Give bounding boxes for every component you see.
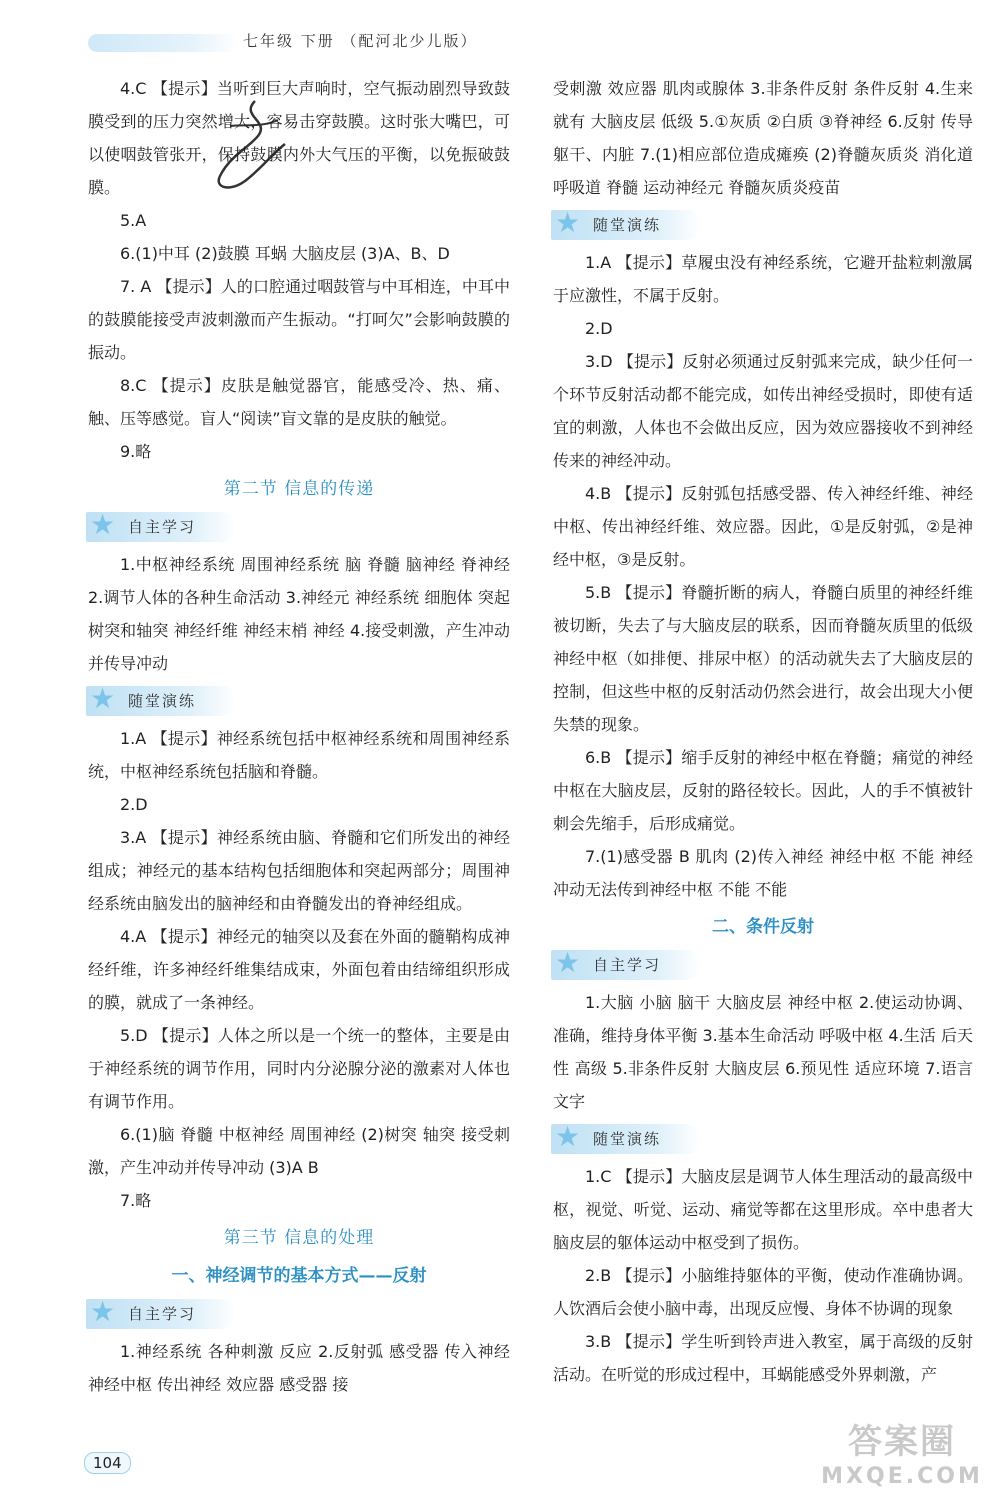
answer-item: 5.D 【提示】人体之所以是一个统一的整体，主要是由于神经系统的调节作用，同时内分泌腺分泌的激素对人体也有调节作用。 — [88, 1026, 510, 1111]
answer-item: 1.A 【提示】神经系统包括中枢神经系统和周围神经系统，中枢神经系统包括脑和脊髓。 — [88, 729, 510, 781]
watermark-logo — [812, 1420, 992, 1500]
answer-item: 3.A 【提示】神经系统由脑、脊髓和它们所发出的神经组成；神经元的基本结构包括细胞体和突起两部分；周围神经系统由脑发出的脑神经和由脊髓发出的脊神经组成。 — [88, 828, 510, 913]
star-icon: ★ — [555, 206, 581, 239]
answer-item: 6.(1)脑 脊髓 中枢神经 周围神经 (2)树突 轴突 接受刺激，产生冲动并传导冲动 (3)A B — [88, 1125, 510, 1177]
section-banner — [551, 1120, 701, 1154]
right-column — [553, 72, 973, 1391]
answer-item: 7.(1)感受器 B 肌肉 (2)传入神经 神经中枢 不能 神经冲动无法传到神经中枢 不能 不能 — [553, 847, 973, 899]
left-column — [88, 72, 510, 1401]
answer-item: 2.D — [585, 319, 613, 338]
answer-item: 9.略 — [120, 442, 152, 461]
star-icon: ★ — [555, 946, 581, 979]
subsection-title: 二、条件反射 — [712, 917, 814, 937]
answer-item: 5.B 【提示】脊髓折断的病人，脊髓白质里的神经纤维被切断，失去了与大脑皮层的联系，因而脊髓灰质里的低级神经中枢（如排便、排尿中枢）的活动就失去了大脑皮层的控制，但这些中枢的反射活动仍然会进行，故会出现大小便失禁的现象。 — [553, 583, 973, 734]
answer-item: 6.B 【提示】缩手反射的神经中枢在脊髓；痛觉的神经中枢在大脑皮层，反射的路径较长。因此，人的手不慎被针刺会先缩手，后形成痛觉。 — [553, 748, 973, 833]
section-banner — [86, 1295, 236, 1329]
answer-item: 1.C 【提示】大脑皮层是调节人体生理活动的最高级中枢，视觉、听觉、运动、痛觉等都在这里形成。卒中患者大脑皮层的躯体运动中枢受到了损伤。 — [553, 1167, 973, 1252]
banner-label: 随堂演练 — [593, 1130, 662, 1148]
answer-item: 1.大脑 小脑 脑干 大脑皮层 神经中枢 2.使运动协调、准确，维持身体平衡 3.基本生命活动 呼吸中枢 4.生活 后天性 高级 5.非条件反射 大脑皮层 6.预见性 适应环境 7.语言文字 — [553, 993, 973, 1111]
section-title: 第二节 信息的传递 — [223, 479, 375, 499]
answer-item: 6.(1)中耳 (2)鼓膜 耳蜗 大脑皮层 (3)A、B、D — [120, 244, 450, 263]
answer-item: 4.C 【提示】当听到巨大声响时，空气振动剧烈导致鼓膜受到的压力突然增大，容易击穿鼓膜。这时张大嘴巴，可以使咽鼓管张开，保持鼓膜内外大气压的平衡，以免振破鼓膜。 — [88, 79, 510, 197]
star-icon: ★ — [90, 508, 116, 541]
star-icon: ★ — [90, 1295, 116, 1328]
subsection-title: 一、神经调节的基本方式——反射 — [171, 1266, 427, 1286]
watermark-text: 答案圈 — [848, 1422, 956, 1462]
banner-label: 随堂演练 — [128, 692, 197, 710]
header-decoration — [88, 34, 238, 52]
answer-item: 7.略 — [120, 1191, 152, 1210]
section-banner — [86, 682, 236, 716]
answer-item: 1.A 【提示】草履虫没有神经系统，它避开盐粒刺激属于应激性，不属于反射。 — [553, 253, 973, 305]
answer-item: 8.C 【提示】皮肤是触觉器官，能感受冷、热、痛、触、压等感觉。盲人“阅读”盲文靠的是皮肤的触觉。 — [88, 376, 510, 428]
banner-label: 自主学习 — [128, 518, 197, 536]
header-title: 七年级 下册 （配河北少儿版） — [243, 32, 478, 50]
star-icon: ★ — [90, 682, 116, 715]
answer-item: 受刺激 效应器 肌肉或腺体 3.非条件反射 条件反射 4.生来就有 大脑皮层 低级 5.①灰质 ②白质 ③脊神经 6.反射 传导 躯干、内脏 7.(1)相应部位造成瘫痪 (2)脊髓灰质炎 消化道 呼吸道 脊髓 运动神经元 脊髓灰质炎疫苗 — [553, 79, 973, 197]
watermark-url: MXQE.COM — [821, 1464, 983, 1489]
answer-item: 2.B 【提示】小脑维持躯体的平衡，使动作准确协调。人饮酒后会使小脑中毒，出现反应慢、身体不协调的现象 — [553, 1266, 973, 1318]
answer-item: 5.A — [120, 211, 147, 230]
banner-label: 自主学习 — [128, 1305, 197, 1323]
section-banner — [551, 946, 701, 980]
answer-item: 1.神经系统 各种刺激 反应 2.反射弧 感受器 传入神经 神经中枢 传出神经 效应器 感受器 接 — [88, 1342, 510, 1394]
star-icon: ★ — [555, 1120, 581, 1153]
page-number: 104 — [84, 1452, 131, 1474]
answer-item: 3.D 【提示】反射必须通过反射弧来完成，缺少任何一个环节反射活动都不能完成，如传出神经受损时，即使有适宜的刺激，人体也不会做出反应，因为效应器接收不到神经传来的神经冲动。 — [553, 352, 973, 470]
answer-item: 3.B 【提示】学生听到铃声进入教室，属于高级的反射活动。在听觉的形成过程中，耳蜗能感受外界刺激，产 — [553, 1332, 973, 1384]
banner-label: 自主学习 — [593, 956, 662, 974]
answer-item: 1.中枢神经系统 周围神经系统 脑 脊髓 脑神经 脊神经 2.调节人体的各种生命活动 3.神经元 神经系统 细胞体 突起 树突和轴突 神经纤维 神经末梢 神经 4.接受刺激，产生冲动并传导冲动 — [88, 555, 510, 673]
banner-label: 随堂演练 — [593, 216, 662, 234]
section-title: 第三节 信息的处理 — [223, 1228, 375, 1248]
answer-item: 4.B 【提示】反射弧包括感受器、传入神经纤维、神经中枢、传出神经纤维、效应器。因此，①是反射弧，②是神经中枢，③是反射。 — [553, 484, 973, 569]
answer-item: 2.D — [120, 795, 148, 814]
answer-item: 4.A 【提示】神经元的轴突以及套在外面的髓鞘构成神经纤维，许多神经纤维集结成束，外面包着由结缔组织形成的膜，就成了一条神经。 — [88, 927, 510, 1012]
answer-item: 7. A 【提示】人的口腔通过咽鼓管与中耳相连，中耳中的鼓膜能接受声波刺激而产生振动。“打呵欠”会影响鼓膜的振动。 — [88, 277, 510, 362]
section-banner — [86, 508, 236, 542]
section-banner — [551, 206, 701, 240]
